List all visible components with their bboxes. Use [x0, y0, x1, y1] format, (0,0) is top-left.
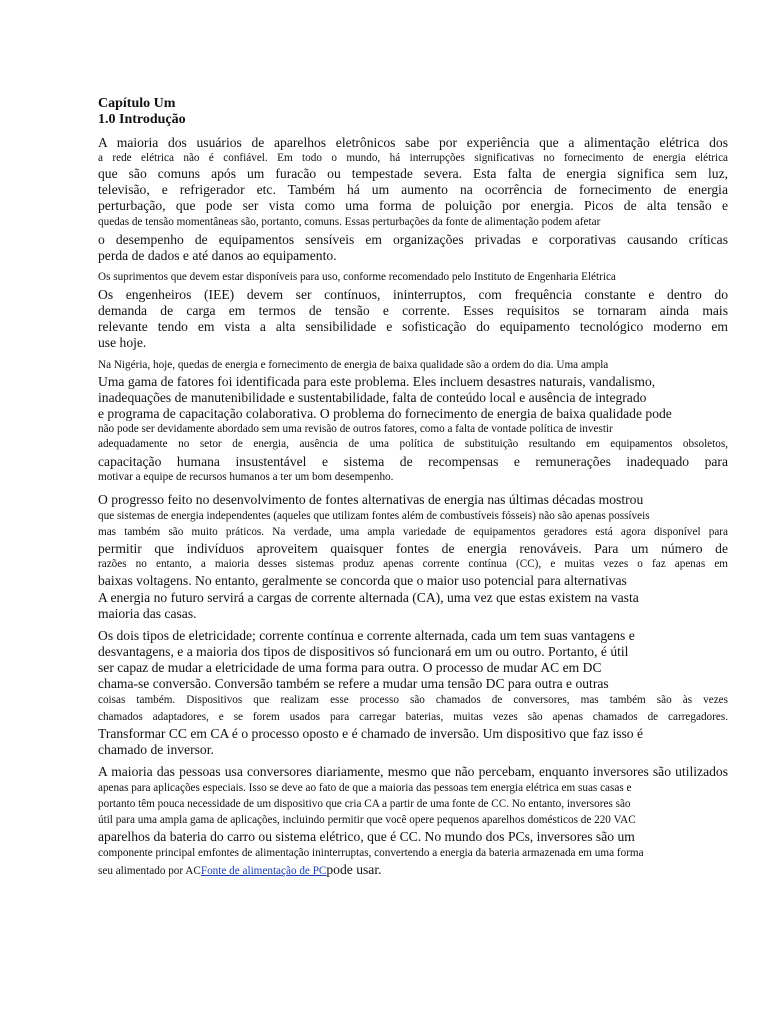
text-line: motivar a equipe de recursos humanos a ter um bom desempenho. [98, 471, 394, 483]
last-line-suffix: pode usar. [326, 862, 382, 877]
text-line: o desempenho de equipamentos sensíveis em organizações privadas e corporativas causando críticas [98, 232, 728, 247]
text-line: adequadamente no setor de energia, ausência de uma política de substituição resultando em equipamentos obsoletos, [98, 438, 728, 450]
text-line: relevante tendo em vista a alta sensibilidade e sofisticação do equipamento tecnológico moderno em [98, 319, 728, 334]
text-line: Transformar CC em CA é o processo oposto e é chamado de inversão. Um dispositivo que faz isso é [98, 726, 644, 741]
text-line: inadequações de manutenibilidade e sustentabilidade, falta de conteúdo local e ausência de integrado [98, 390, 647, 405]
text-line: componente principal emfontes de alimentação ininterruptas, convertendo a energia da bateria armazenada em uma forma [98, 847, 644, 859]
text-line: maioria das casas. [98, 606, 197, 621]
text-line: Na Nigéria, hoje, quedas de energia e fornecimento de energia de baixa qualidade são a ordem do dia. Uma ampla [98, 359, 609, 371]
text-line-last [98, 862, 382, 879]
chapter-title: Capítulo Um [98, 96, 176, 111]
text-line: portanto têm pouca necessidade de um dispositivo que cria CA a partir de uma fonte de CC. No entanto, inversores são [98, 798, 631, 810]
text-line: Os engenheiros (IEE) devem ser contínuos, ininterruptos, com frequência constante e dentro do [98, 287, 728, 302]
text-line: não pode ser devidamente abordado sem uma revisão de outros fatores, como a falta de vontade política de investir [98, 423, 613, 435]
text-line: baixas voltagens. No entanto, geralmente se concorda que o maior uso potencial para alternativas [98, 573, 627, 588]
text-line: permitir que indivíduos aproveitem quaisquer fontes de energia renováveis. Para um número de [98, 541, 728, 556]
text-line: coisas também. Dispositivos que realizam esse processo são chamados de conversores, mas também são às vezes [98, 694, 728, 706]
text-line: chama-se conversão. Conversão também se refere a mudar uma tensão DC para outra e outras [98, 676, 609, 691]
text-line: capacitação humana insustentável e sistema de recompensas e remunerações inadequado para [98, 454, 728, 469]
text-line: O progresso feito no desenvolvimento de fontes alternativas de energia nas últimas décadas mostrou [98, 492, 644, 507]
text-line: desvantagens, e a maioria dos tipos de dispositivos só funcionará em um ou outro. Portanto, é útil [98, 644, 629, 659]
last-line-prefix: seu alimentado por AC [98, 865, 201, 877]
text-line: quedas de tensão momentâneas são, portanto, comuns. Essas perturbações da fonte de alimentação podem afetar [98, 216, 601, 228]
text-line: e programa de capacitação colaborativa. O problema do fornecimento de energia de baixa qualidade pode [98, 406, 672, 421]
text-line: que são comuns após um furacão ou tempestade severa. Esta falta de energia significa sem luz, [98, 166, 728, 181]
section-title: 1.0 Introdução [98, 112, 186, 127]
text-line: aparelhos da bateria do carro ou sistema elétrico, que é CC. No mundo dos PCs, inversores são um [98, 829, 635, 844]
text-line: A energia no futuro servirá a cargas de corrente alternada (CA), uma vez que estas existem na vasta [98, 590, 639, 605]
text-line: A maioria das pessoas usa conversores diariamente, mesmo que não percebam, enquanto inversores são utilizados [98, 764, 728, 779]
text-line: A maioria dos usuários de aparelhos eletrônicos sabe por experiência que a alimentação elétrica dos [98, 135, 728, 150]
text-line: útil para uma ampla gama de aplicações, incluindo permitir que você opere pequenos aparelhos domésticos de 220 VAC [98, 814, 636, 826]
text-line: Os suprimentos que devem estar disponíveis para uso, conforme recomendado pelo Instituto de Engenharia Elétrica [98, 271, 616, 283]
text-line: mas também são muito práticos. Na verdade, uma ampla variedade de equipamentos geradores está agora disponível para [98, 526, 728, 538]
power-supply-link[interactable]: Fonte de alimentação de PC [200, 865, 327, 877]
text-line: chamado de inversor. [98, 742, 214, 757]
text-line: a rede elétrica não é confiável. Em todo o mundo, há interrupções significativas no fornecimento de energia elétrica [98, 152, 728, 164]
text-line: razões no entanto, a maioria desses sistemas produz apenas corrente contínua (CC), e muitas vezes o faz apenas em [98, 558, 728, 570]
text-line: Os dois tipos de eletricidade; corrente contínua e corrente alternada, cada um tem suas vantagens e [98, 628, 635, 643]
text-line: que sistemas de energia independentes (aqueles que utilizam fontes além de combustíveis fósseis) não são apenas possíveis [98, 510, 650, 522]
text-line: perturbação, que pode ser vista como uma forma de poluição por energia. Picos de alta tensão e [98, 198, 728, 213]
text-line: ser capaz de mudar a eletricidade de uma forma para outra. O processo de mudar AC em DC [98, 660, 602, 675]
text-line: demanda de carga em termos de tensão e corrente. Esses requisitos se tornaram ainda mais [98, 303, 728, 318]
text-line: use hoje. [98, 335, 147, 350]
text-line: perda de dados e até danos ao equipamento. [98, 248, 337, 263]
text-line: chamados adaptadores, e se forem usados para carregar baterias, muitas vezes são apenas chamados de carregadores. [98, 711, 728, 723]
text-line: Uma gama de fatores foi identificada para este problema. Eles incluem desastres naturais, vandalismo, [98, 374, 656, 389]
text-line: televisão, e refrigerador etc. Também há um aumento na ocorrência de fornecimento de energia [98, 182, 728, 197]
text-line: apenas para aplicações especiais. Isso se deve ao fato de que a maioria das pessoas tem energia elétrica em suas casas e [98, 782, 632, 794]
